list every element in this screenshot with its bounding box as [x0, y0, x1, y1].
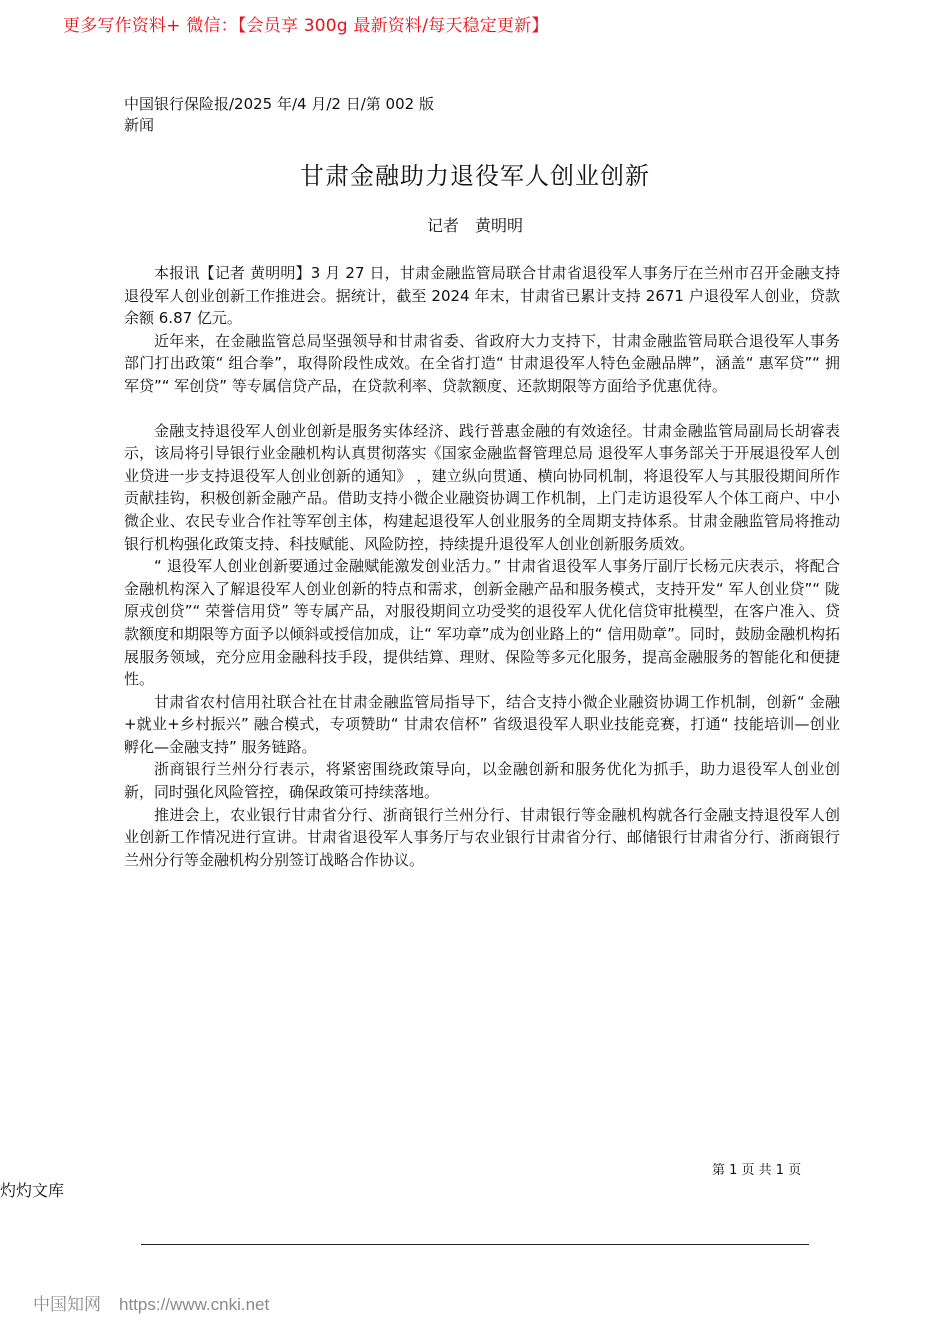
cnki-footer — [33, 1294, 269, 1316]
publication-source: 中国银行保险报/2025 年/4 月/2 日/第 002 版新闻 — [124, 95, 434, 134]
article-body — [124, 262, 840, 871]
article-title: 甘肃金融助力退役军人创业创新 — [300, 162, 650, 190]
promo-banner: 更多写作资料+ 微信：【会员享 300g 最新资料/每天稳定更新】 — [63, 16, 549, 36]
cnki-link[interactable]: https://www.cnki.net — [119, 1295, 270, 1314]
article-paragraph: 金融支持退役军人创业创新是服务实体经济、践行普惠金融的有效途径。甘肃金融监管局副局长胡睿表示，该局将引导银行业金融机构认真贯彻落实《国家金融监督管理总局 退役军人事务部关于开展退役军人创业贷进一步支持退役军人创业创新的通知》 ，建立纵向贯通、横向协同机制，将退役军人与其服役期间所作贡献挂钩，积极创新金融产品。借助支持小微企业融资协调工作机制，上门走访退役军人个体工商户、中小微企业、农民专业合作社等军创主体，构建起退役军人创业服务的全周期支持体系。甘肃金融监管局将推动银行机构强化政策支持、科技赋能、风险防控，持续提升退役军人创业创新服务质效。 — [124, 421, 840, 553]
cnki-name: 中国知网 — [33, 1295, 101, 1315]
article-paragraph: “ 退役军人创业创新要通过金融赋能激发创业活力。” 甘肃省退役军人事务厅副厅长杨元庆表示，将配合金融机构深入了解退役军人创业创新的特点和需求，创新金融产品和服务模式，支持开发“ 军人创业贷”“ 陇原戎创贷”“ 荣誉信用贷” 等专属产品，对服役期间立功受奖的退役军人优化信贷审批模型，在客户准入、贷款额度和期限等方面予以倾斜或授信加成，让“ 军功章”成为创业路上的“ 信用勋章”。同时，鼓励金融机构拓展服务领域，充分应用金融科技手段，提供结算、理财、保险等多元化服务，提高金融服务的智能化和便捷性。 — [124, 557, 840, 689]
footer-divider — [141, 1244, 809, 1245]
article-paragraph: 推进会上，农业银行甘肃省分行、浙商银行兰州分行、甘肃银行等金融机构就各行金融支持退役军人创业创新工作情况进行宣讲。甘肃省退役军人事务厅与农业银行甘肃省分行、邮储银行甘肃省分行、浙商银行兰州分行等金融机构分别签订战略合作协议。 — [124, 805, 840, 869]
article-paragraph: 甘肃省农村信用社联合社在甘肃金融监管局指导下，结合支持小微企业融资协调工作机制，创新“ 金融+就业+乡村振兴” 融合模式，专项赞助“ 甘肃农信杯” 省级退役军人职业技能竞赛，打通“ 技能培训—创业孵化—金融支持” 服务链路。 — [124, 692, 840, 756]
article-paragraph: 浙商银行兰州分行表示，将紧密围绕政策导向，以金融创新和服务优化为抓手，助力退役军人创业创新，同时强化风险管控，确保政策可持续落地。 — [124, 760, 840, 802]
article-paragraph: 近年来，在金融监管总局坚强领导和甘肃省委、省政府大力支持下，甘肃金融监管局联合退役军人事务部门打出政策“ 组合拳”，取得阶段性成效。在全省打造“ 甘肃退役军人特色金融品牌”，涵盖“ 惠军贷”“ 拥军贷”“ 军创贷” 等专属信贷产品，在贷款利率、贷款额度、还款期限等方面给予优惠优待。 — [124, 331, 840, 395]
page-indicator: 第 1 页 共 1 页 — [712, 1163, 802, 1178]
article-byline: 记者 黄明明 — [426, 216, 523, 235]
article-paragraph: 本报讯【记者 黄明明】3 月 27 日，甘肃金融监管局联合甘肃省退役军人事务厅在兰州市召开金融支持退役军人创业创新工作推进会。据统计，截至 2024 年末，甘肃省已累计支持 2671 户退役军人创业，贷款余额 6.87 亿元。 — [124, 264, 840, 328]
library-watermark: 灼灼文库 — [0, 1181, 65, 1200]
